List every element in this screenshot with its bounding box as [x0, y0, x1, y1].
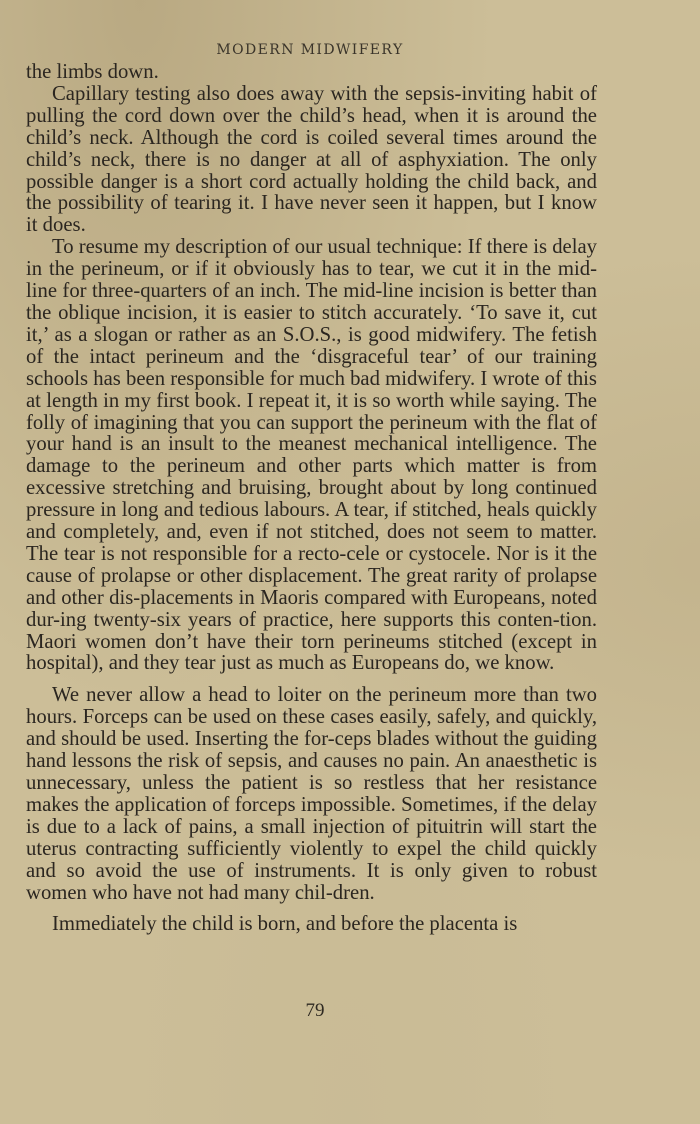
running-head: MODERN MIDWIFERY	[216, 42, 404, 58]
page-number: 79	[305, 1000, 325, 1021]
paragraph-2: Capillary testing also does away with the sepsis-inviting habit of pulling the cord down over the child’s head, when it is around the child’s neck. Although the cord is coiled several times around the child’s neck, there is no danger at all of asphyxiation. The only possible danger is a short cord actually holding the child back, and the possibility of tearing it. I have never seen it happen, but I know it does.	[26, 82, 597, 237]
paragraph-1: the limbs down.	[26, 61, 159, 83]
paragraph-4: We never allow a head to loiter on the perineum more than two hours. Forceps can be used on these cases easily, safely, and quickly, and should be used. Inserting the for-ceps blades without the guiding hand lessons the risk of sepsis, and causes no pain. An anaesthetic is unnecessary, unless the patient is so restless that her resistance makes the application of forceps impossible. Sometimes, if the delay is due to a lack of pains, a small injection of pituitrin will start the uterus contracting sufficiently violently to expel the child quickly and so avoid the use of instruments. It is only given to robust women who have not had many chil-dren.	[26, 684, 597, 904]
body-text	[26, 62, 597, 936]
paragraph-5: Immediately the child is born, and before the placenta is	[52, 913, 518, 936]
paragraph-3: To resume my description of our usual technique: If there is delay in the perineum, or if it obviously has to tear, we cut it in the mid-line for three-quarters of an inch. The mid-line incision is better than the oblique incision, it is easier to stitch accurately. ‘To save it, cut it,’ as a slogan or rather as an S.O.S., is good midwifery. The fetish of the intact perineum and the ‘disgraceful tear’ of our training schools has been responsible for much bad midwifery. I wrote of this at length in my first book. I repeat it, it is so worth while saying. The folly of imagining that you can support the perineum with the flat of your hand is an insult to the meanest mechanical intelligence. The damage to the perineum and other parts which matter is from excessive stretching and bruising, brought about by long continued pressure in long and tedious labours. A tear, if stitched, heals quickly and completely, and, even if not stitched, does not seem to matter. The tear is not responsible for a recto-cele or cystocele. Nor is it the cause of prolapse or other displacement. The great rarity of prolapse and other dis-placements in Maoris compared with Europeans, noted dur-ing twenty-six years of practice, here supports this conten-tion. Maori women don’t have their torn perineums stitched (except in hospital), and they tear just as much as Europeans do, we know.	[26, 236, 597, 675]
